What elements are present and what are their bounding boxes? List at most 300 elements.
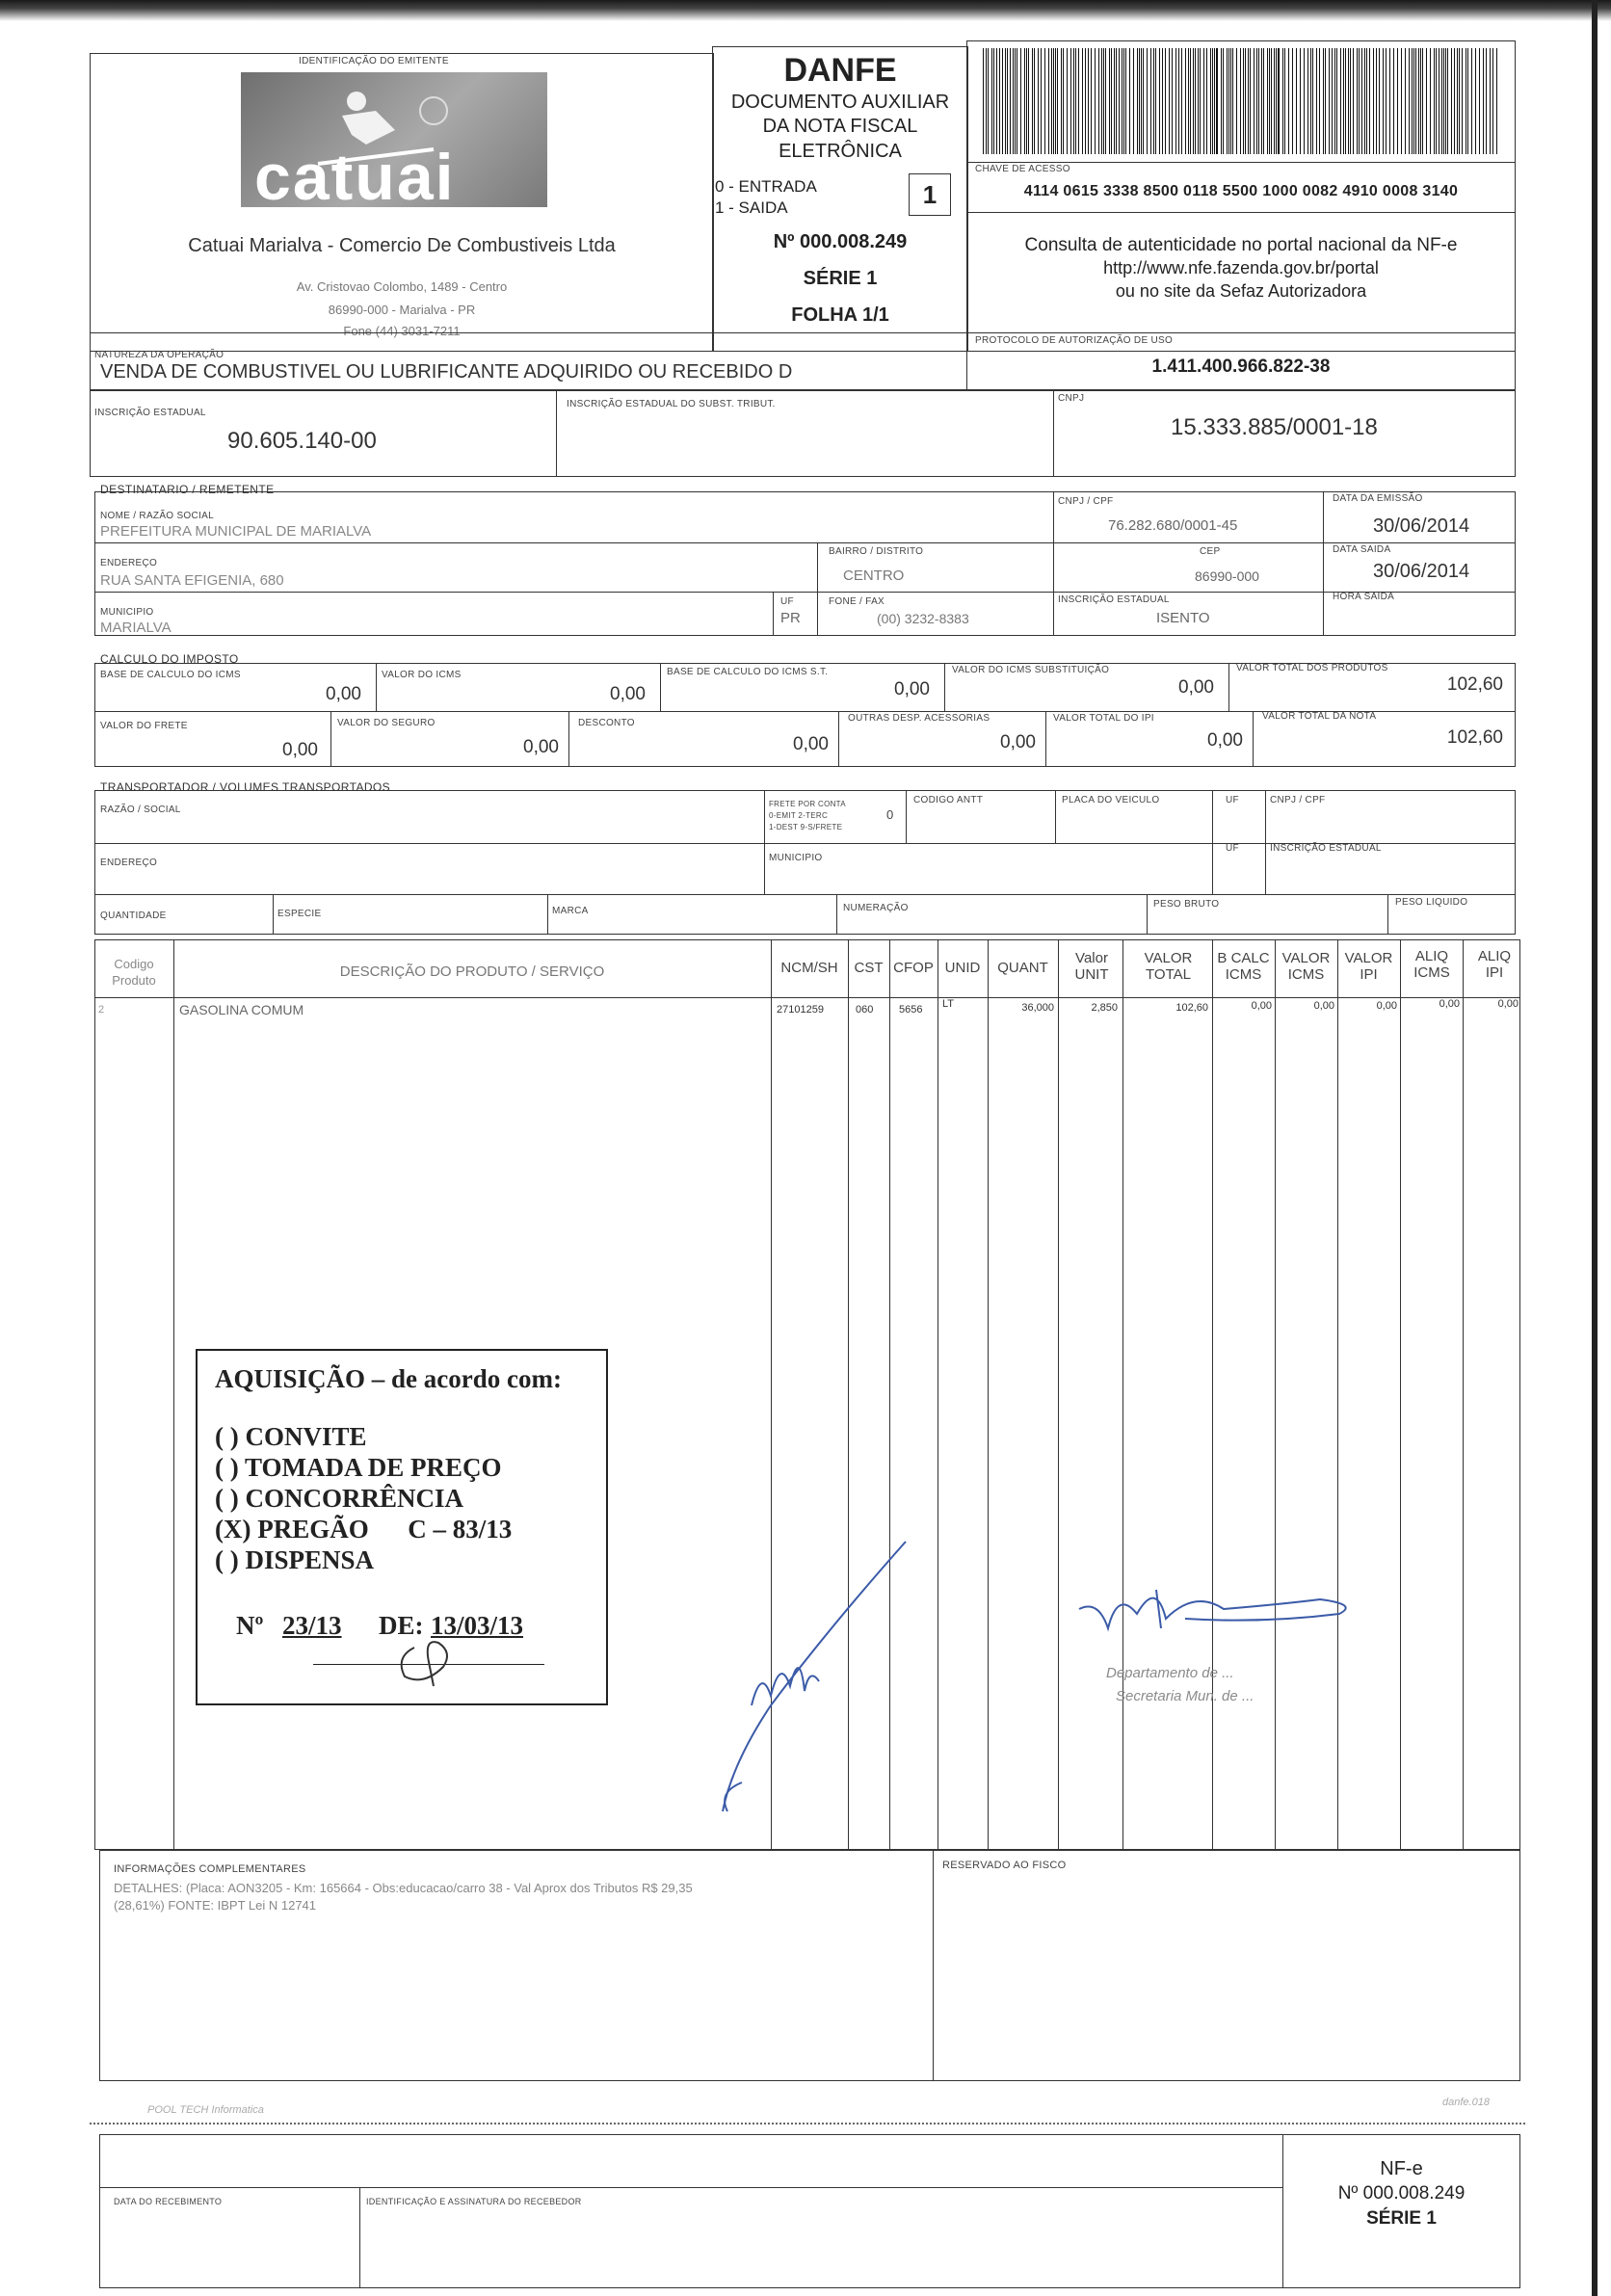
barcode-bar (1418, 48, 1419, 154)
barcode-bar (1353, 48, 1354, 154)
barcode (983, 48, 1503, 154)
row-aliq-icms: 0,00 (1439, 998, 1460, 1010)
total-produtos-value: 102,60 (1446, 674, 1503, 695)
row-descricao: GASOLINA COMUM (179, 1002, 304, 1017)
stamp-option-convite: ( ) CONVITE (215, 1422, 367, 1451)
col-ncm: NCM/SH (780, 960, 838, 976)
barcode-bar (986, 48, 987, 154)
barcode-bar (1325, 48, 1326, 154)
barcode-bar (1240, 48, 1241, 154)
emitente-section-label: IDENTIFICAÇÃO DO EMITENTE (299, 56, 449, 66)
valor-st-value: 0,00 (1178, 677, 1214, 698)
dest-ie-value: ISENTO (1156, 610, 1210, 626)
stamp-data-label: DE: (379, 1611, 424, 1640)
barcode-bar (1426, 48, 1427, 154)
outras-label: OUTRAS DESP. ACESSORIAS (848, 713, 990, 724)
barcode-bar (1048, 48, 1049, 154)
dest-cnpj-value: 76.282.680/0001-45 (1108, 517, 1238, 534)
barcode-bar (1243, 48, 1244, 154)
transp-frete-label-1: FRETE POR CONTA (769, 800, 846, 808)
barcode-bar (1471, 48, 1472, 154)
signature-left (713, 1522, 944, 1831)
barcode-bar (1028, 48, 1029, 154)
ie-value: 90.605.140-00 (227, 428, 377, 454)
frete-label: VALOR DO FRETE (100, 721, 188, 731)
transp-endereco-label: ENDEREÇO (100, 858, 158, 868)
dest-emissao-label: DATA DA EMISSÃO (1333, 493, 1423, 504)
row-vtotal: 102,60 (1175, 1002, 1208, 1014)
col-codigo: Codigo Produto (112, 957, 156, 988)
barcode-bar (1015, 48, 1016, 154)
barcode-bar (1357, 48, 1358, 154)
barcode-bar (1188, 48, 1189, 154)
row-unid: LT (942, 998, 955, 1010)
col-vipi: VALOR IPI (1344, 950, 1393, 983)
barcode-bar (1185, 48, 1186, 154)
barcode-bar (1401, 48, 1402, 154)
signature-stamp-line-1: Departamento de ... (1106, 1665, 1234, 1681)
barcode-bar (1214, 48, 1215, 154)
stamp-initials (385, 1628, 482, 1696)
barcode-bar (1123, 48, 1124, 154)
barcode-bar (1228, 48, 1229, 154)
row-aliq-ipi: 0,00 (1497, 998, 1519, 1010)
barcode-bar (1409, 48, 1410, 154)
barcode-bar (1095, 48, 1096, 154)
seguro-value: 0,00 (523, 737, 559, 757)
barcode-bar (1366, 48, 1367, 154)
barcode-bar (1389, 48, 1390, 154)
col-cfop: CFOP (893, 960, 934, 976)
barcode-bar (1310, 48, 1311, 154)
row-vicms: 0,00 (1313, 1000, 1334, 1012)
aquisicao-stamp (196, 1349, 608, 1705)
barcode-bar (1024, 48, 1025, 154)
barcode-bar (1430, 48, 1431, 154)
barcode-bar (1155, 48, 1156, 154)
danfe-saida: 1 - SAIDA (715, 198, 788, 217)
barcode-bar (1051, 48, 1052, 154)
barcode-bar (1300, 48, 1301, 154)
danfe-title: DANFE (783, 52, 897, 89)
transp-marca-label: MARCA (552, 906, 589, 916)
ie-st-label: INSCRIÇÃO ESTADUAL DO SUBST. TRIBUT. (567, 399, 776, 409)
dest-saida-value: 30/06/2014 (1373, 561, 1470, 582)
emitente-razao-social: Catuai Marialva - Comercio De Combustiveis Ltda (188, 235, 616, 256)
barcode-bar (1376, 48, 1377, 154)
cut-line (90, 2123, 1525, 2124)
desconto-value: 0,00 (793, 734, 829, 754)
barcode-bar (1032, 48, 1033, 154)
transp-razao-label: RAZÃO / SOCIAL (100, 805, 181, 815)
danfe-folha: FOLHA 1/1 (791, 304, 889, 326)
consulta-line-2: http://www.nfe.fazenda.gov.br/portal (1103, 258, 1379, 277)
dest-fone-value: (00) 3232-8383 (877, 611, 969, 626)
data-recebimento-label: DATA DO RECEBIMENTO (114, 2197, 223, 2206)
barcode-bar (1345, 48, 1346, 154)
barcode-bar (1195, 48, 1196, 154)
form-code: danfe.018 (1442, 2097, 1490, 2108)
barcode-bar (1159, 48, 1160, 154)
stamp-option-tomada: ( ) TOMADA DE PREÇO (215, 1453, 502, 1482)
barcode-bar (1256, 48, 1257, 154)
row-quant: 36,000 (1021, 1002, 1054, 1014)
barcode-bar (1373, 48, 1374, 154)
barcode-bar (1129, 48, 1130, 154)
barcode-bar (1223, 48, 1224, 154)
dest-municipio-label: MUNICIPIO (100, 607, 154, 618)
barcode-bar (1296, 48, 1297, 154)
chave-value: 4114 0615 3338 8500 0118 5500 1000 0082 4910 0008 3140 (1023, 183, 1459, 199)
stamp-numero-label: Nº (236, 1611, 264, 1640)
barcode-bar (1162, 48, 1163, 154)
signature-right (1070, 1570, 1378, 1657)
col-cst: CST (854, 960, 884, 976)
barcode-bar (1323, 48, 1324, 154)
barcode-bar (1490, 48, 1491, 154)
row-vunit: 2,850 (1091, 1002, 1118, 1014)
transp-uf2-label: UF (1226, 843, 1239, 854)
total-nota-label: VALOR TOTAL DA NOTA (1262, 711, 1377, 722)
barcode-bar (1383, 48, 1384, 154)
row-cst: 060 (856, 1004, 874, 1016)
barcode-bar (1479, 48, 1480, 154)
barcode-bar (1206, 48, 1207, 154)
stamp-option-pregao: (X) PREGÃO C – 83/13 (215, 1515, 513, 1544)
row-codigo: 2 (98, 1004, 105, 1016)
barcode-bar (1292, 48, 1293, 154)
barcode-bar (1434, 48, 1435, 154)
barcode-bar (1172, 48, 1173, 154)
barcode-bar (1278, 48, 1280, 154)
col-vunit: Valor UNIT (1074, 950, 1109, 983)
barcode-bar (1492, 48, 1493, 154)
ipi-label: VALOR TOTAL DO IPI (1053, 713, 1154, 724)
dest-saida-label: DATA SAIDA (1333, 544, 1391, 555)
barcode-bar (1230, 48, 1231, 154)
barcode-bar (1284, 48, 1285, 154)
barcode-bar (1053, 48, 1054, 154)
barcode-bar (1005, 48, 1006, 154)
seguro-label: VALOR DO SEGURO (337, 718, 436, 728)
dest-emissao-value: 30/06/2014 (1373, 515, 1470, 537)
barcode-bar (1181, 48, 1182, 154)
barcode-bar (1386, 48, 1387, 154)
row-cfop: 5656 (899, 1004, 923, 1016)
info-label: INFORMAÇÕES COMPLEMENTARES (114, 1863, 306, 1875)
barcode-bar (1397, 48, 1398, 154)
barcode-bar (1304, 48, 1305, 154)
barcode-bar (1443, 48, 1444, 154)
barcode-bar (1319, 48, 1320, 154)
col-unid: UNID (944, 960, 981, 976)
barcode-bar (1007, 48, 1008, 154)
barcode-bar (1282, 48, 1283, 154)
barcode-bar (1116, 48, 1117, 154)
dest-bairro-label: BAIRRO / DISTRITO (829, 546, 924, 557)
transp-numeracao-label: NUMERAÇÃO (843, 903, 909, 913)
danfe-entrada: 0 - ENTRADA (715, 177, 817, 196)
barcode-bar (1258, 48, 1259, 154)
scan-edge-top (0, 0, 1611, 21)
barcode-bar (1109, 48, 1110, 154)
valor-st-label: VALOR DO ICMS SUBSTITUIÇÃO (952, 665, 1110, 675)
dest-uf-value: PR (780, 610, 801, 626)
transp-municipio-label: MUNICIPIO (769, 853, 823, 863)
barcode-bar (1276, 48, 1277, 154)
chave-label: CHAVE DE ACESSO (975, 164, 1070, 174)
barcode-bar (1082, 48, 1083, 154)
barcode-bar (1248, 48, 1249, 154)
valor-icms-label: VALOR DO ICMS (382, 670, 462, 680)
transp-ie-label: INSCRIÇÃO ESTADUAL (1270, 843, 1382, 854)
identificacao-label: IDENTIFICAÇÃO E ASSINATURA DO RECEBEDOR (366, 2197, 582, 2206)
dest-endereco-label: ENDEREÇO (100, 558, 158, 568)
barcode-bar (1340, 48, 1341, 154)
barcode-bar (1137, 48, 1138, 154)
base-st-value: 0,00 (894, 679, 930, 699)
barcode-bar (1085, 48, 1086, 154)
barcode-bar (1307, 48, 1308, 154)
transp-antt-label: CODIGO ANTT (913, 795, 984, 805)
barcode-bar (1483, 48, 1484, 154)
barcode-bar (1101, 48, 1102, 154)
transp-frete-value: 0 (886, 807, 894, 822)
canhoto-nfe: NF-e (1380, 2158, 1423, 2179)
transp-especie-label: ESPECIE (277, 909, 322, 919)
danfe-subtitle-1: DOCUMENTO AUXILIAR (730, 92, 950, 113)
base-icms-label: BASE DE CALCULO DO ICMS (100, 670, 241, 680)
desconto-label: DESCONTO (578, 718, 635, 728)
barcode-bar (1169, 48, 1170, 154)
info-line-2: (28,61%) FONTE: IBPT Lei N 12741 (114, 1898, 317, 1913)
emitente-endereco: Av. Cristovao Colombo, 1489 - Centro (296, 279, 508, 294)
cnpj-emitente-value: 15.333.885/0001-18 (1171, 414, 1378, 440)
total-nota-value: 102,60 (1446, 727, 1503, 748)
total-produtos-label: VALOR TOTAL DOS PRODUTOS (1236, 663, 1388, 673)
barcode-bar (1139, 48, 1140, 154)
barcode-bar (1114, 48, 1115, 154)
row-ncm: 27101259 (777, 1004, 824, 1016)
barcode-bar (1119, 48, 1120, 154)
barcode-bar (1459, 48, 1460, 154)
col-aliq-ipi: ALIQ IPI (1477, 948, 1512, 981)
barcode-bar (1227, 48, 1228, 154)
barcode-bar (1091, 48, 1092, 154)
outras-value: 0,00 (1000, 732, 1036, 752)
danfe-subtitle-3: ELETRÔNICA (779, 141, 902, 162)
barcode-bar (1332, 48, 1333, 154)
barcode-bar (1312, 48, 1313, 154)
barcode-bar (1236, 48, 1237, 154)
base-st-label: BASE DE CALCULO DO ICMS S.T. (667, 667, 829, 677)
barcode-bar (1350, 48, 1351, 154)
barcode-bar (1271, 48, 1272, 154)
col-quant: QUANT (997, 960, 1048, 976)
barcode-bar (1057, 48, 1058, 154)
barcode-bar (1336, 48, 1337, 154)
barcode-bar (1445, 48, 1446, 154)
barcode-bar (1475, 48, 1476, 154)
transp-peso-liquido-label: PESO LIQUIDO (1395, 897, 1468, 908)
danfe-tipo-box: 1 (909, 173, 951, 216)
stamp-title: AQUISIÇÃO – de acordo com: (215, 1364, 562, 1393)
valor-icms-value: 0,00 (610, 684, 646, 704)
consulta-line-1: Consulta de autenticidade no portal nacional da NF-e (1024, 235, 1458, 255)
barcode-bar (1098, 48, 1099, 154)
barcode-bar (1451, 48, 1452, 154)
barcode-bar (1343, 48, 1344, 154)
barcode-bar (1055, 48, 1056, 154)
barcode-bar (1041, 48, 1042, 154)
transp-frete-label-3: 1-DEST 9-S/FRETE (769, 823, 843, 831)
dest-ie-label: INSCRIÇÃO ESTADUAL (1058, 594, 1170, 605)
barcode-bar (983, 48, 984, 154)
transp-placa-label: PLACA DO VEICULO (1062, 795, 1160, 805)
barcode-bar (1013, 48, 1014, 154)
barcode-bar (1462, 48, 1463, 154)
stamp-option-concorrencia: ( ) CONCORRÊNCIA (215, 1484, 463, 1513)
barcode-bar (1334, 48, 1335, 154)
barcode-bar (1413, 48, 1414, 154)
destinatario-section-label: DESTINATARIO / REMETENTE (100, 483, 275, 496)
barcode-bar (1178, 48, 1179, 154)
barcode-bar (1111, 48, 1112, 154)
barcode-bar (1212, 48, 1213, 154)
emitente-cidade: 86990-000 - Marialva - PR (328, 303, 476, 317)
barcode-bar (1269, 48, 1270, 154)
barcode-bar (1232, 48, 1233, 154)
imposto-section-label: CALCULO DO IMPOSTO (100, 652, 239, 666)
barcode-bar (1263, 48, 1264, 154)
barcode-bar (1415, 48, 1416, 154)
barcode-bar (1078, 48, 1079, 154)
barcode-bar (1250, 48, 1251, 154)
logo-text: catuai (254, 141, 456, 214)
barcode-bar (1221, 48, 1222, 154)
barcode-bar (1436, 48, 1437, 154)
dest-hora-label: HORA SAIDA (1333, 592, 1395, 602)
barcode-bar (1061, 48, 1062, 154)
barcode-bar (1088, 48, 1089, 154)
barcode-bar (993, 48, 994, 154)
info-line-1: DETALHES: (Placa: AON3205 - Km: 165664 - Obs:educacao/carro 38 - Val Aprox dos Tributos R$ 29,35 (114, 1881, 693, 1895)
barcode-bar (1261, 48, 1262, 154)
barcode-bar (1216, 48, 1218, 154)
barcode-bar (1143, 48, 1144, 154)
col-aliq-icms: ALIQ ICMS (1413, 948, 1450, 981)
barcode-bar (1010, 48, 1011, 154)
transp-quantidade-label: QUANTIDADE (100, 910, 167, 921)
barcode-bar (1379, 48, 1380, 154)
barcode-bar (1454, 48, 1455, 154)
ipi-value: 0,00 (1207, 730, 1243, 751)
barcode-bar (1267, 48, 1268, 154)
barcode-bar (1190, 48, 1191, 154)
barcode-bar (988, 48, 989, 154)
barcode-bar (1020, 48, 1021, 154)
barcode-bar (1198, 48, 1199, 154)
barcode-bar (1026, 48, 1027, 154)
barcode-bar (1063, 48, 1064, 154)
barcode-bar (1141, 48, 1142, 154)
dest-uf-label: UF (780, 596, 794, 607)
fisco-label: RESERVADO AO FISCO (942, 1860, 1067, 1871)
base-icms-value: 0,00 (326, 684, 361, 704)
barcode-bar (1364, 48, 1365, 154)
dest-cnpj-label: CNPJ / CPF (1058, 496, 1114, 507)
barcode-bar (1125, 48, 1126, 154)
barcode-bar (1245, 48, 1246, 154)
protocolo-label: PROTOCOLO DE AUTORIZAÇÃO DE USO (975, 335, 1174, 346)
dest-nome-value: PREFEITURA MUNICIPAL DE MARIALVA (100, 523, 372, 540)
stamp-data-value: 13/03/13 (431, 1611, 524, 1640)
row-vipi: 0,00 (1376, 1000, 1397, 1012)
barcode-bar (1405, 48, 1406, 154)
barcode-bar (1441, 48, 1442, 154)
transp-cnpj-label: CNPJ / CPF (1270, 795, 1326, 805)
stamp-numero-value: 23/13 (282, 1611, 342, 1640)
barcode-bar (1044, 48, 1045, 154)
barcode-bar (1329, 48, 1330, 154)
natureza-value: VENDA DE COMBUSTIVEL OU LUBRIFICANTE ADQUIRIDO OU RECEBIDO D (100, 361, 793, 383)
barcode-bar (1393, 48, 1394, 154)
transp-peso-bruto-label: PESO BRUTO (1153, 899, 1220, 910)
barcode-bar (999, 48, 1000, 154)
signature-stamp-line-2: Secretaria Mun. de ... (1116, 1688, 1254, 1704)
barcode-bar (1348, 48, 1349, 154)
company-logo (241, 72, 547, 214)
barcode-bar (1200, 48, 1201, 154)
barcode-bar (1210, 48, 1211, 154)
danfe-numero: Nº 000.008.249 (773, 231, 908, 252)
barcode-bar (1150, 48, 1151, 154)
barcode-bar (1103, 48, 1104, 154)
barcode-bar (1067, 48, 1068, 154)
dest-nome-label: NOME / RAZÃO SOCIAL (100, 511, 214, 521)
dest-cep-value: 86990-000 (1195, 568, 1259, 584)
barcode-bar (1175, 48, 1176, 154)
barcode-bar (991, 48, 992, 154)
barcode-bar (1422, 48, 1423, 154)
barcode-bar (1070, 48, 1071, 154)
barcode-bar (1153, 48, 1154, 154)
barcode-bar (1203, 48, 1204, 154)
barcode-bar (1288, 48, 1289, 154)
protocolo-value: 1.411.400.966.822-38 (1151, 356, 1331, 377)
barcode-bar (1467, 48, 1468, 154)
barcode-bar (1420, 48, 1421, 154)
natureza-label: NATUREZA DA OPERAÇÃO (94, 350, 224, 360)
barcode-bar (1075, 48, 1076, 154)
transp-uf-label: UF (1226, 795, 1239, 805)
barcode-bar (1193, 48, 1194, 154)
dest-fone-label: FONE / FAX (829, 596, 885, 607)
cnpj-emitente-label: CNPJ (1058, 393, 1085, 404)
emitente-fone: Fone (44) 3031-7211 (343, 324, 461, 338)
transportador-section-label: TRANSPORTADOR / VOLUMES TRANSPORTADOS (100, 780, 391, 794)
barcode-bar (1073, 48, 1074, 154)
barcode-bar (1361, 48, 1362, 154)
dest-endereco-value: RUA SANTA EFIGENIA, 680 (100, 572, 284, 589)
barcode-bar (1486, 48, 1487, 154)
danfe-serie: SÉRIE 1 (803, 268, 878, 289)
barcode-bar (1316, 48, 1317, 154)
barcode-bar (996, 48, 997, 154)
dest-municipio-value: MARIALVA (100, 620, 172, 636)
software-credit: POOL TECH Informatica (147, 2104, 264, 2116)
frete-value: 0,00 (282, 740, 318, 760)
